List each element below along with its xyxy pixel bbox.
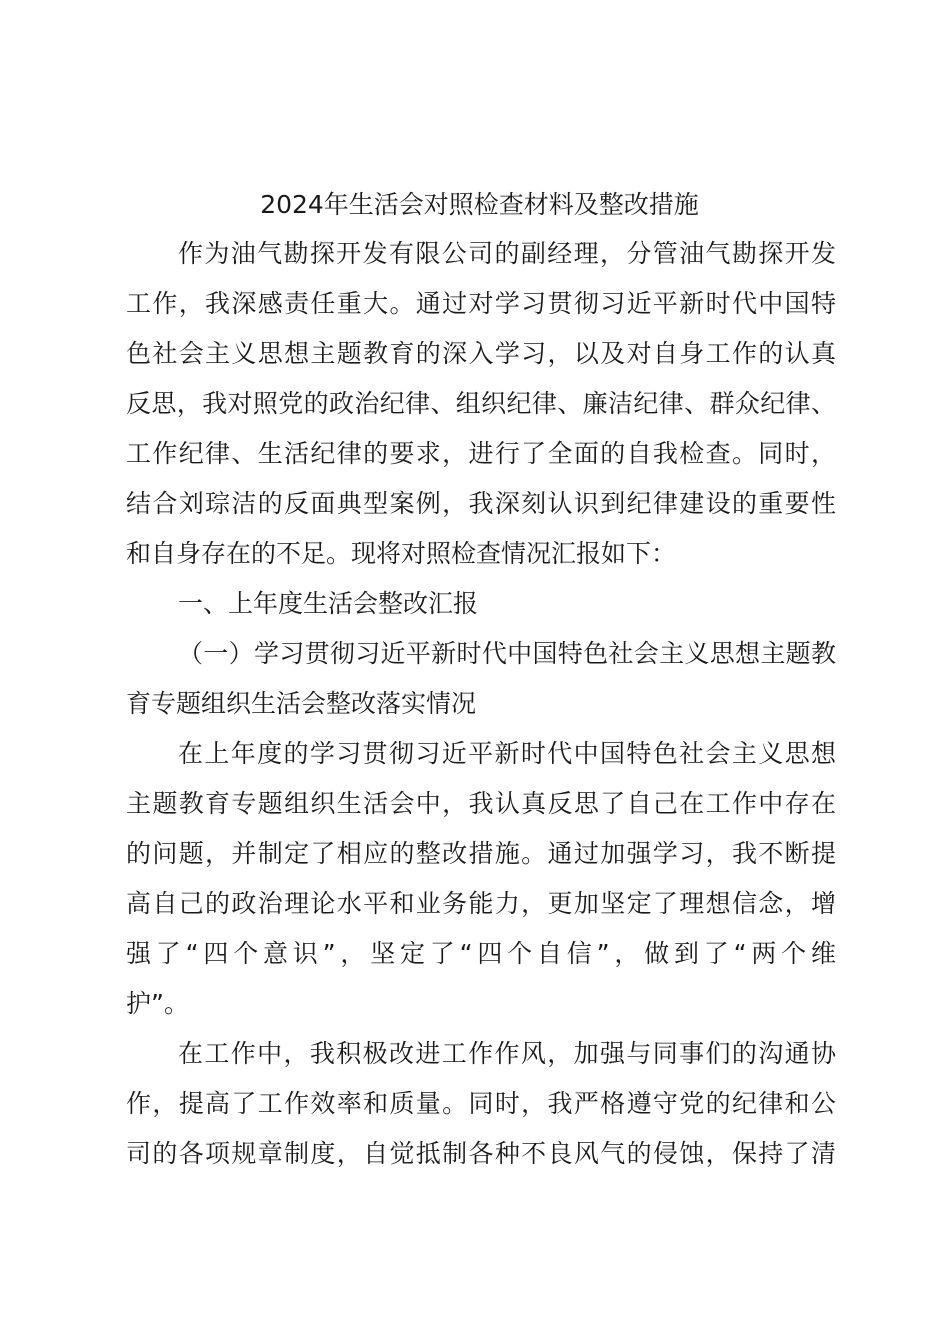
paragraph-line: 司的各项规章制度，自觉抵制各种不良风气的侵蚀，保持了清 (126, 1139, 836, 1168)
paragraph-line: 反思，我对照党的政治纪律、组织纪律、廉洁纪律、群众纪律、 (126, 389, 836, 418)
subsection-heading: （一）学习贯彻习近平新时代中国特色社会主义思想主题教 (178, 639, 836, 668)
paragraph-line: 的问题，并制定了相应的整改措施。通过加强学习，我不断提 (126, 839, 836, 868)
paragraph-line: 在工作中，我积极改进工作作风，加强与同事们的沟通协 (178, 1039, 836, 1068)
paragraph-line: 主题教育专题组织生活会中，我认真反思了自己在工作中存在 (126, 789, 836, 818)
paragraph-line: 作为油气勘探开发有限公司的副经理，分管油气勘探开发 (178, 239, 836, 268)
subsection-heading: 育专题组织生活会整改落实情况 (126, 689, 477, 718)
section-heading: 一、上年度生活会整改汇报 (178, 589, 479, 618)
paragraph-line: 在上年度的学习贯彻习近平新时代中国特色社会主义思想 (178, 739, 836, 768)
document-title: 2024年生活会对照检查材料及整改措施 (260, 190, 699, 219)
paragraph-line: 作，提高了工作效率和质量。同时，我严格遵守党的纪律和公 (126, 1089, 836, 1118)
paragraph-line: 和自身存在的不足。现将对照检查情况汇报如下： (126, 539, 677, 568)
paragraph-line: 强了“四个意识”，坚定了“四个自信”，做到了“两个维 (126, 939, 836, 968)
paragraph-line: 工作，我深感责任重大。通过对学习贯彻习近平新时代中国特 (126, 289, 836, 318)
paragraph-line: 工作纪律、生活纪律的要求，进行了全面的自我检查。同时， (126, 439, 836, 468)
paragraph-line: 色社会主义思想主题教育的深入学习，以及对自身工作的认真 (126, 339, 836, 368)
paragraph-line: 护”。 (126, 989, 189, 1018)
paragraph-line: 高自己的政治理论水平和业务能力，更加坚定了理想信念，增 (126, 889, 836, 918)
paragraph-line: 结合刘琮洁的反面典型案例，我深刻认识到纪律建设的重要性 (126, 489, 836, 518)
